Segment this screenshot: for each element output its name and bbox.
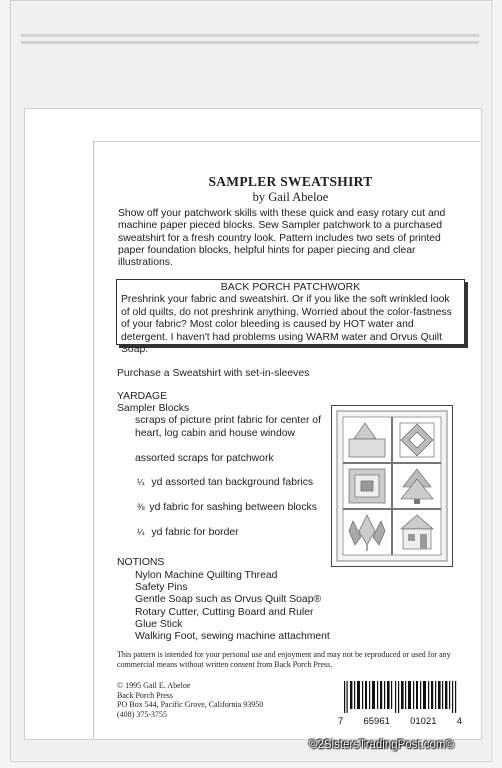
- yardage-text: yd fabric for sashing between blocks: [149, 502, 317, 513]
- notions-item: Rotary Cutter, Cutting Board and Ruler: [135, 607, 314, 618]
- pattern-intro: Show off your patchwork skills with these quick and easy rotary cut and machine paper pieced blocks. Sew Sampler patchwork to a purchased sweatshirt for a fresh country look. Pattern includes two sets of printed paper foundation blocks, helpful hints for paper piecing and clear illustrations.: [118, 207, 446, 269]
- pattern-title: SAMPLER SWEATSHIRT: [208, 174, 373, 189]
- zip-seal-top: [21, 34, 479, 37]
- upc-digits-group1: 65961: [363, 716, 390, 727]
- yardage-item: [137, 502, 317, 513]
- yardage-text: yd assorted tan background fabrics: [151, 477, 314, 488]
- notions-item: Nylon Machine Quilting Thread: [135, 570, 278, 581]
- notice-text: Preshrink your fabric and sweatshirt. Or if you like the soft wrinkled look of old quilts, do not preshrink anything. Worried about the color-fastness of your fabric? Most color bleeding is caused by HOT water and detergent. I haven't had problems using WARM water and Orvus Quilt Soap.: [121, 294, 452, 356]
- yardage-scraps-line2: heart, log cabin and house window: [135, 428, 296, 439]
- sampler-quilt-illustration: [331, 405, 453, 567]
- copyright-line: (408) 375-3755: [117, 709, 167, 719]
- zip-seal-bottom: [21, 41, 479, 44]
- yardage-item: [137, 527, 239, 538]
- notions-heading: NOTIONS: [117, 557, 165, 568]
- yardage-assorted: assorted scraps for patchwork: [135, 453, 274, 464]
- notice-box: [116, 279, 465, 356]
- copyright-block: [117, 681, 263, 719]
- notice-title: BACK PORCH PATCHWORK: [220, 282, 361, 293]
- purchase-line: Purchase a Sweatshirt with set-in-sleeves: [117, 368, 310, 379]
- notions-item: Gentle Soap such as Orvus Quilt Soap®: [135, 594, 322, 605]
- copyright-line: Back Porch Press: [117, 690, 173, 700]
- yardage-qty: ¼: [137, 477, 145, 487]
- yardage-subheading: Sampler Blocks: [117, 403, 190, 414]
- pattern-header: [118, 176, 463, 270]
- yardage-qty: ¼: [137, 527, 145, 537]
- pattern-author: by Gail Abeloe: [252, 190, 329, 205]
- notions-item: Walking Foot, sewing machine attachment: [135, 631, 330, 642]
- notions-item: Glue Stick: [135, 619, 183, 630]
- upc-digits-group2: 01021: [410, 716, 437, 727]
- seller-watermark: ©2SistersTradingPost.com©: [309, 739, 454, 751]
- upc-digit-right: 4: [456, 716, 462, 727]
- notions-item: Safety Pins: [135, 582, 188, 593]
- yardage-scraps-line1: scraps of picture print fabric for center of: [135, 415, 321, 426]
- legal-notice: This pattern is intended for your personal use and enjoyment and may not be reproduced or used for any commercial means without written consent from Back Porch Press.: [117, 650, 451, 669]
- copyright-line: PO Box 544, Pacific Grove, California 93950: [117, 700, 264, 709]
- yardage-heading: YARDAGE: [117, 391, 168, 402]
- copyright-line: © 1995 Gail E. Abeloe: [117, 681, 191, 690]
- upc-digit-left: 7: [338, 716, 344, 727]
- yardage-item: [137, 477, 313, 488]
- yardage-text: yd fabric for border: [151, 527, 239, 538]
- upc-digits: [338, 716, 462, 727]
- upc-barcode: [343, 681, 457, 713]
- yardage-qty: ⅜: [137, 502, 145, 512]
